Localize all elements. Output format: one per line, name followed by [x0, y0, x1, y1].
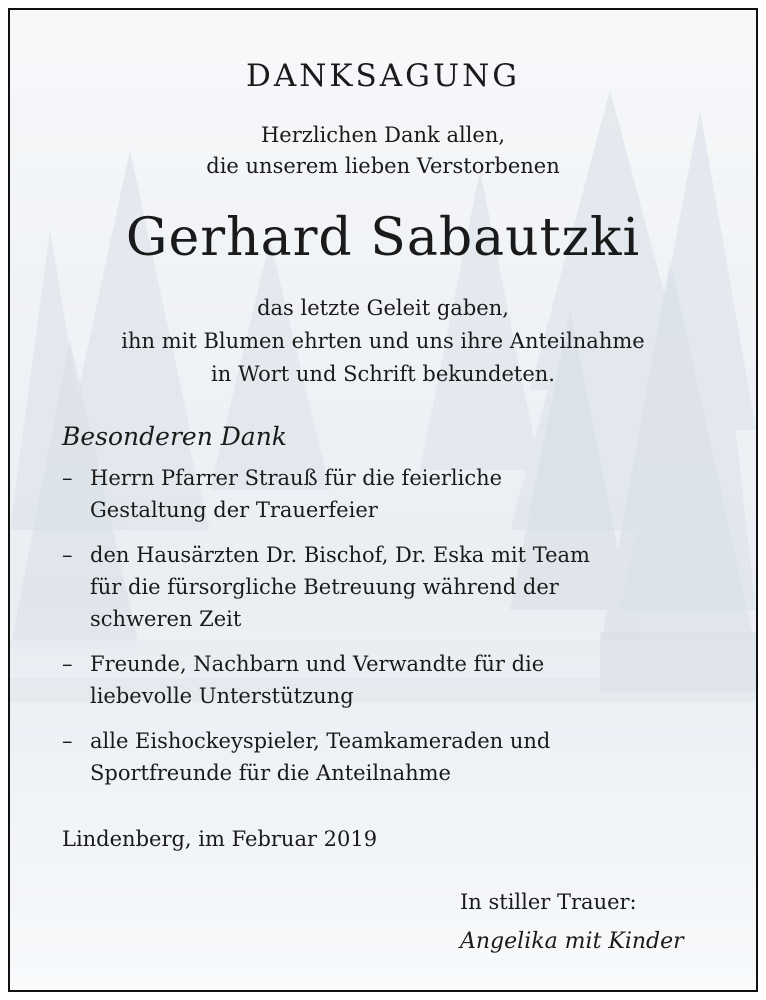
special-thanks-title: Besonderen Dank	[62, 422, 287, 451]
deceased-name: Gerhard Sabautzki	[125, 208, 641, 268]
item-line: Freunde, Nachbarn und Verwandte für die	[90, 652, 545, 676]
intro-line: Herzlichen Dank allen,	[260, 123, 506, 147]
dash-bullet: –	[62, 543, 73, 567]
place-date: Lindenberg, im Februar 2019	[62, 827, 378, 851]
list-item	[62, 462, 702, 526]
list-item	[62, 539, 702, 635]
intro-text	[10, 120, 756, 182]
item-line: Gestaltung der Trauerfeier	[90, 498, 378, 522]
thanks-list	[62, 462, 702, 802]
item-line: alle Eishockeyspieler, Teamkameraden und	[90, 729, 551, 753]
after-line: das letzte Geleit gaben,	[257, 296, 509, 320]
signature	[460, 882, 740, 962]
list-item	[62, 648, 702, 712]
obituary-card	[8, 8, 758, 992]
signature-names: Angelika mit Kinder	[460, 929, 684, 954]
item-line: den Hausärzten Dr. Bischof, Dr. Eska mit Team	[90, 543, 590, 567]
mourning-line: In stiller Trauer:	[460, 890, 637, 914]
item-line: Herrn Pfarrer Strauß für die feierliche	[90, 466, 503, 490]
dash-bullet: –	[62, 729, 73, 753]
after-text	[10, 292, 756, 391]
after-line: ihn mit Blumen ehrten und uns ihre Anteilnahme	[121, 329, 645, 353]
dash-bullet: –	[62, 466, 73, 490]
item-line: für die fürsorgliche Betreuung während der	[90, 575, 559, 599]
item-line: schweren Zeit	[90, 607, 242, 631]
after-line: in Wort und Schrift bekundeten.	[211, 362, 555, 386]
dash-bullet: –	[62, 652, 73, 676]
list-item	[62, 725, 702, 789]
intro-line: die unserem lieben Verstorbenen	[206, 154, 560, 178]
item-line: liebevolle Unterstützung	[90, 684, 354, 708]
item-line: Sportfreunde für die Anteilnahme	[90, 761, 451, 785]
heading: DANKSAGUNG	[246, 58, 520, 94]
